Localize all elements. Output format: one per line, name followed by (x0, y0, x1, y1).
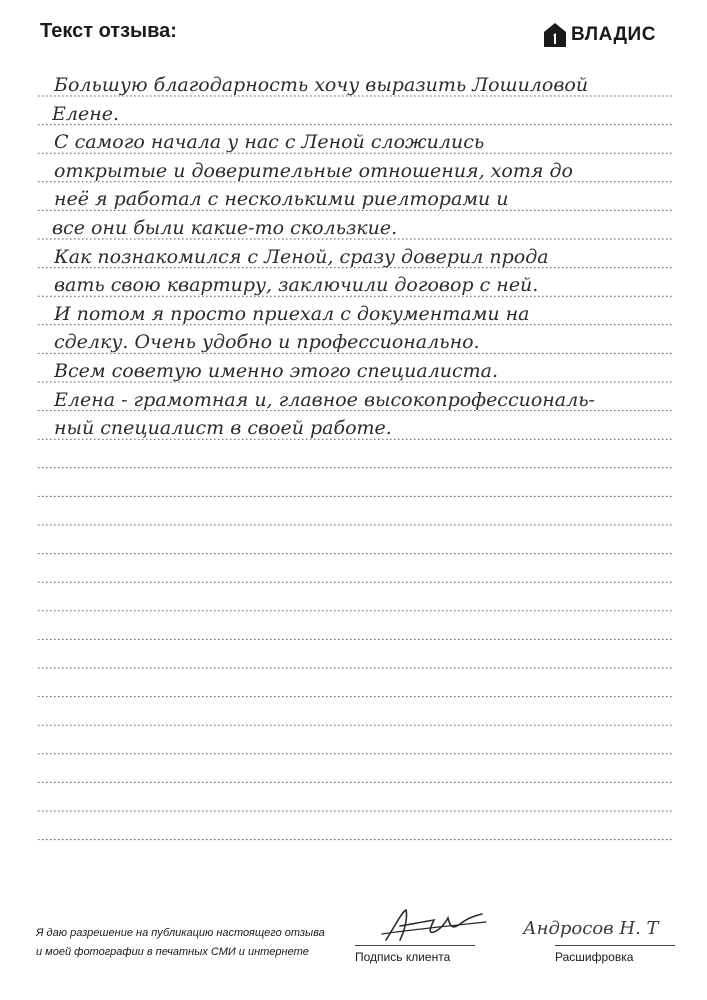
review-line: И потом я просто приехал с документами на (54, 302, 530, 325)
review-line: С самого начала у нас с Леной сложились (54, 131, 485, 154)
signature-line (355, 945, 475, 946)
client-name-handwritten: Андросов Н. Т (523, 918, 659, 939)
review-line: сделку. Очень удобно и профессионально. (54, 331, 480, 354)
review-line: неё я работал с несколькими риелторами и (54, 188, 509, 211)
review-line: ный специалист в своей работе. (54, 417, 392, 440)
review-line: вать свою квартиру, заключили договор с ней. (54, 274, 539, 297)
review-line: Большую благодарность хочу выразить Лошиловой (54, 74, 589, 96)
review-line: Елене. (52, 102, 120, 125)
review-line: все они были какие-то скользкие. (52, 217, 398, 239)
permission-line-2: и моей фотографии в печатных СМИ и интернете (36, 946, 309, 958)
review-line: Всем советую именно этого специалиста. (54, 360, 499, 382)
review-line: открытые и доверительные отношения, хотя до (54, 159, 573, 182)
publication-permission (36, 924, 356, 962)
review-line: Как познакомился с Леной, сразу доверил прода (54, 245, 549, 268)
client-signature (378, 904, 488, 946)
permission-line-1: Я даю разрешение на публикацию настоящего отзыва (36, 927, 325, 939)
decode-label: Расшифровка (555, 950, 634, 964)
brand-name: ВЛАДИС (571, 24, 656, 45)
review-line: Елена - грамотная и, главное высокопрофессиональ- (54, 388, 595, 411)
signature-label: Подпись клиента (355, 950, 451, 964)
page-title: Текст отзыва: (40, 20, 177, 42)
decode-line (555, 945, 675, 946)
